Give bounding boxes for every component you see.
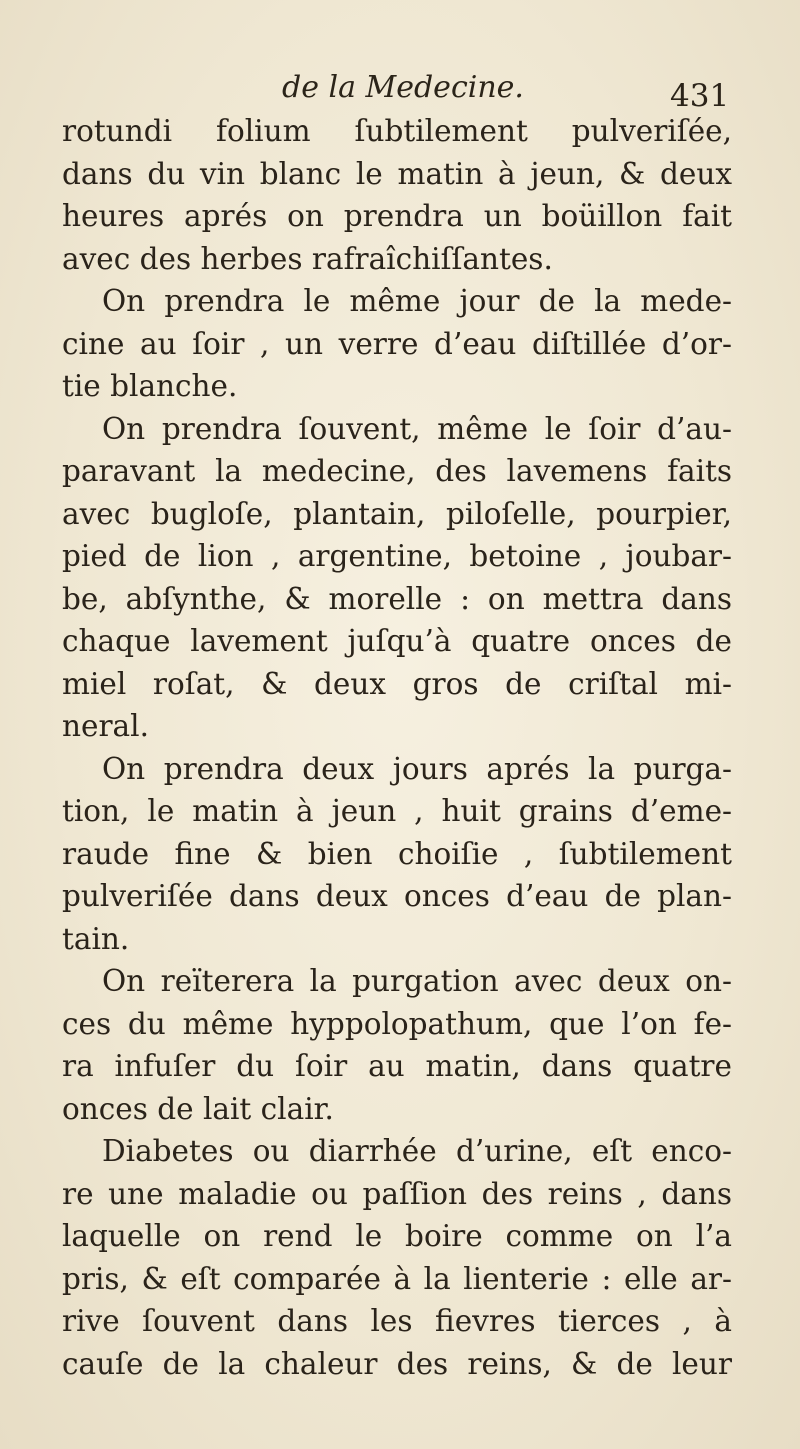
page-number: 431: [670, 78, 730, 114]
text-line: rotundi folium ſubtilement pulveriſée,: [62, 114, 732, 148]
text-line: cauſe de la chaleur des reins, & de leur: [62, 1346, 732, 1381]
text-line: laquelle on rend le boire comme on l’a: [62, 1219, 732, 1253]
paragraph-start-line: Diabetes ou diarrhée d’urine, eſt enco-: [102, 1134, 732, 1168]
text-line: dans du vin blanc le matin à jeun, & deux: [62, 156, 732, 191]
paragraph-start-line: On prendra le même jour de la mede-: [102, 284, 732, 318]
text-line: neral.: [62, 709, 149, 743]
paragraph-start-line: On prendra deux jours aprés la purga-: [102, 751, 732, 786]
text-line: tie blanche.: [62, 369, 238, 403]
text-line: avec des herbes rafraîchiſſantes.: [62, 241, 553, 276]
text-line: re une maladie ou paſſion des reins , dans: [62, 1176, 732, 1211]
text-line: paravant la medecine, des lavemens faits: [62, 454, 732, 488]
text-line: pied de lion , argentine, betoine , joubar-: [62, 539, 732, 573]
text-line: chaque lavement juſqu’à quatre onces de: [62, 624, 732, 658]
paragraph-start-line: On reïterera la purgation avec deux on-: [102, 964, 732, 998]
paragraph-start-line: On prendra ſouvent, même le ſoir d’au-: [102, 411, 732, 446]
text-line: heures aprés on prendra un boüillon fait: [62, 199, 732, 233]
text-line: raude fine & bien choiſie , ſubtilement: [62, 836, 732, 871]
text-line: tion, le matin à jeun , huit grains d’eme-: [62, 794, 732, 828]
page-header: [0, 68, 800, 114]
text-line: avec bugloſe, plantain, piloſelle, pourpier,: [62, 496, 732, 531]
text-line: miel roſat, & deux gros de criſtal mi-: [62, 666, 732, 701]
text-line: be, abſynthe, & morelle : on mettra dans: [62, 581, 732, 616]
text-line: cine au ſoir , un verre d’eau diſtillée d’or-: [62, 326, 732, 361]
text-line: pulveriſée dans deux onces d’eau de plan-: [62, 879, 732, 913]
text-line: onces de lait clair.: [62, 1091, 334, 1126]
body-text: [62, 110, 732, 1385]
text-line: rive ſouvent dans les fievres tierces , à: [62, 1304, 732, 1338]
text-line: pris, & eſt comparée à la lienterie : elle ar-: [62, 1261, 732, 1296]
text-line: ra infuſer du ſoir au matin, dans quatre: [62, 1049, 732, 1083]
text-line: tain.: [62, 921, 130, 956]
text-line: ces du même hyppolopathum, que l’on fe-: [62, 1006, 732, 1041]
running-title: de la Medecine.: [282, 70, 524, 105]
